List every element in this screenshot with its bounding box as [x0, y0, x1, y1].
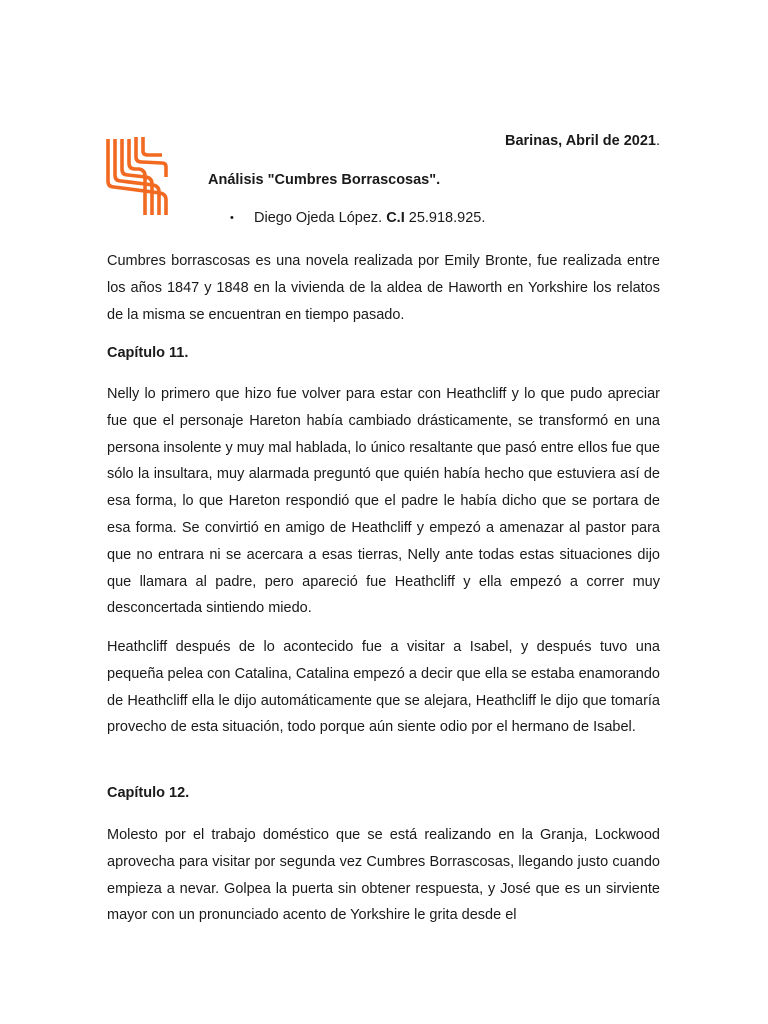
chapter-11-paragraph-1: Nelly lo primero que hizo fue volver para estar con Heathcliff y lo que pudo apreciar fue que el personaje Hareton había cambiado drásticamente, se transformó en una persona insolente y muy mal hablada, lo único resaltante que pasó entre ellos fue que sólo la insultara, muy alarmada preguntó que quién había hecho que estuviera así de esa forma, lo que Hareton respondió que el padre le había dicho que se portara de esa forma. Se convirtió en amigo de Heathcliff y empezó a amenazar al pastor para que no entrara ni se acercara a esas tierras, Nelly ante todas estas situaciones dijo que llamara al padre, pero apareció fue Heathcliff y ella empezó a correr muy desconcertada sintiendo miedo. [107, 386, 660, 617]
striped-s-logo-icon [106, 135, 168, 217]
id-number: 25.918.925. [408, 210, 486, 226]
date-line [505, 133, 660, 149]
chapter-11-paragraph-2: Heathcliff después de lo acontecido fue a visitar a Isabel, y después tuvo una pequeña pelea con Catalina, Catalina empezó a decir que ella se estaba enamorando de Heathcliff ella le dijo automáticamente que se alejara, Heathcliff le dijo que tomaría provecho de esta situación, todo porque aún siente odio por el hermano de Isabel. [107, 639, 660, 736]
bullet-icon: • [230, 212, 234, 224]
chapter-12-paragraph-1: Molesto por el trabajo doméstico que se está realizando en la Granja, Lockwood aprovecha para visitar por segunda vez Cumbres Borrascosas, llegando justo cuando empieza a nevar. Golpea la puerta sin obtener respuesta, y José que es un sirviente mayor con un pronunciado acento de Yorkshire le grita desde el [107, 827, 660, 924]
document-title: Análisis "Cumbres Borrascosas". [208, 172, 441, 188]
date-text: Barinas, Abril de 2021 [504, 133, 656, 149]
chapter-12-heading: Capítulo 12. [107, 785, 190, 801]
author-name: Diego Ojeda López. [254, 210, 383, 226]
id-label: C.I [386, 210, 405, 226]
date-punct: . [655, 133, 660, 149]
chapter-11-heading: Capítulo 11. [107, 345, 189, 361]
author-list-item [230, 210, 485, 226]
intro-paragraph: Cumbres borrascosas es una novela realizada por Emily Bronte, fue realizada entre los años 1847 y 1848 en la vivienda de la aldea de Haworth en Yorkshire los relatos de la misma se encuentran en tiempo pasado. [107, 253, 660, 323]
